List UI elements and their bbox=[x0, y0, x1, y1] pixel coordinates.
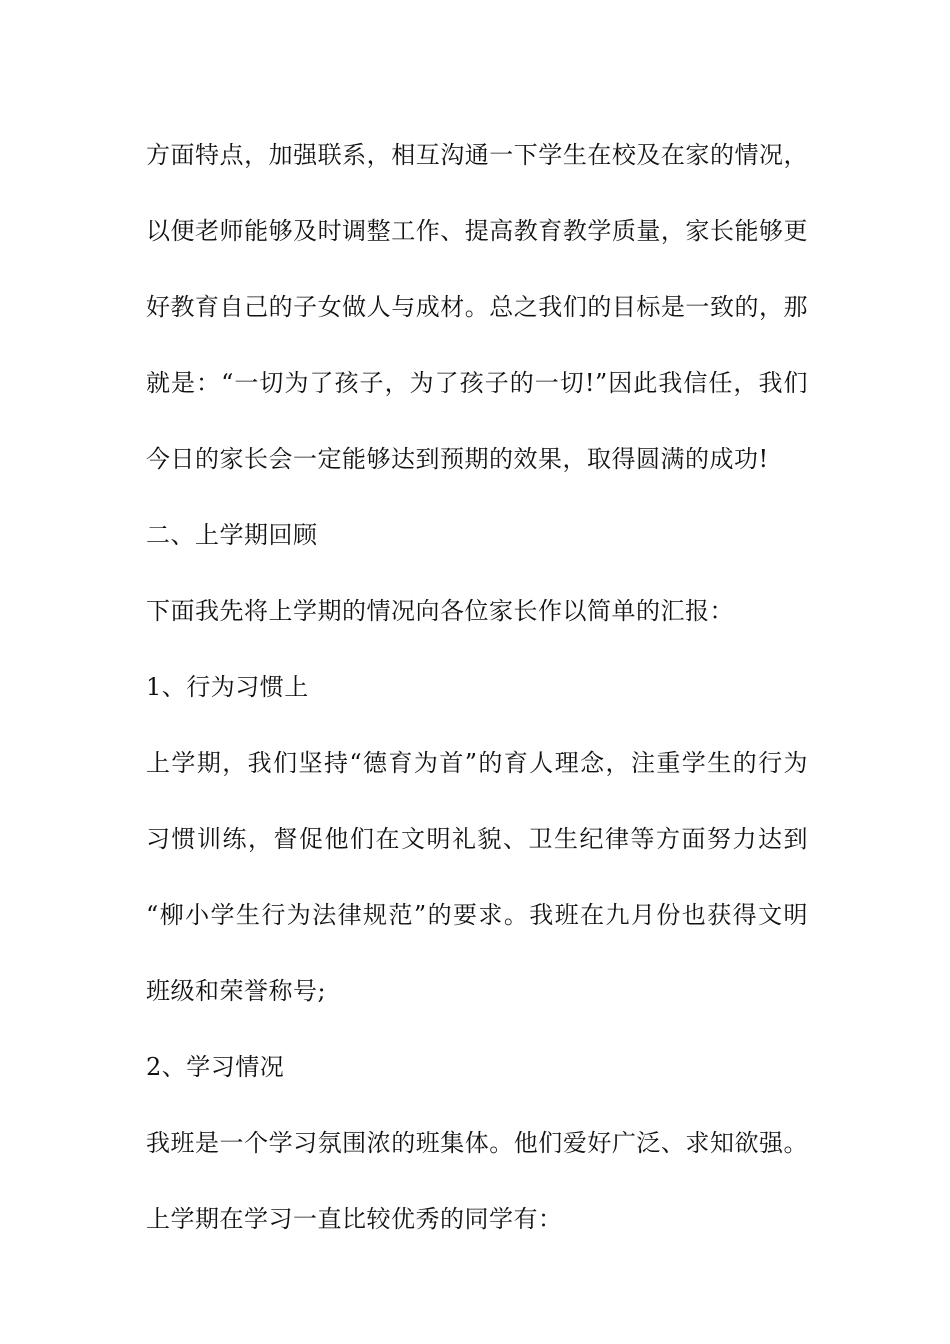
text-line: 以便老师能够及时调整工作、提高教育教学质量，家长能够更 bbox=[146, 217, 808, 245]
text-line: 我班是一个学习氛围浓的班集体。他们爱好广泛、求知欲强。 bbox=[146, 1129, 808, 1157]
text-line: 习惯训练，督促他们在文明礼貌、卫生纪律等方面努力达到 bbox=[146, 825, 808, 853]
section-heading: 二、上学期回顾 bbox=[146, 521, 318, 549]
text-line: 班级和荣誉称号; bbox=[146, 977, 327, 1005]
text-line: 今日的家长会一定能够达到预期的效果，取得圆满的成功! bbox=[146, 445, 769, 473]
text-line: 方面特点，加强联系，相互沟通一下学生在校及在家的情况， bbox=[146, 141, 808, 169]
text-line: 上学期，我们坚持“德育为首”的育人理念，注重学生的行为 bbox=[146, 749, 808, 777]
text-line: “柳小学生行为法律规范”的要求。我班在九月份也获得文明 bbox=[146, 901, 808, 929]
text-line: 上学期在学习一直比较优秀的同学有： bbox=[146, 1205, 563, 1233]
subsection-heading: 1、行为习惯上 bbox=[146, 673, 309, 701]
text-line: 就是：“一切为了孩子，为了孩子的一切!”因此我信任，我们 bbox=[146, 369, 808, 397]
text-line: 好教育自己的子女做人与成材。总之我们的目标是一致的，那 bbox=[146, 293, 808, 321]
text-line: 下面我先将上学期的情况向各位家长作以简单的汇报： bbox=[146, 597, 734, 625]
subsection-heading: 2、学习情况 bbox=[146, 1053, 285, 1081]
document-body bbox=[146, 134, 808, 1274]
